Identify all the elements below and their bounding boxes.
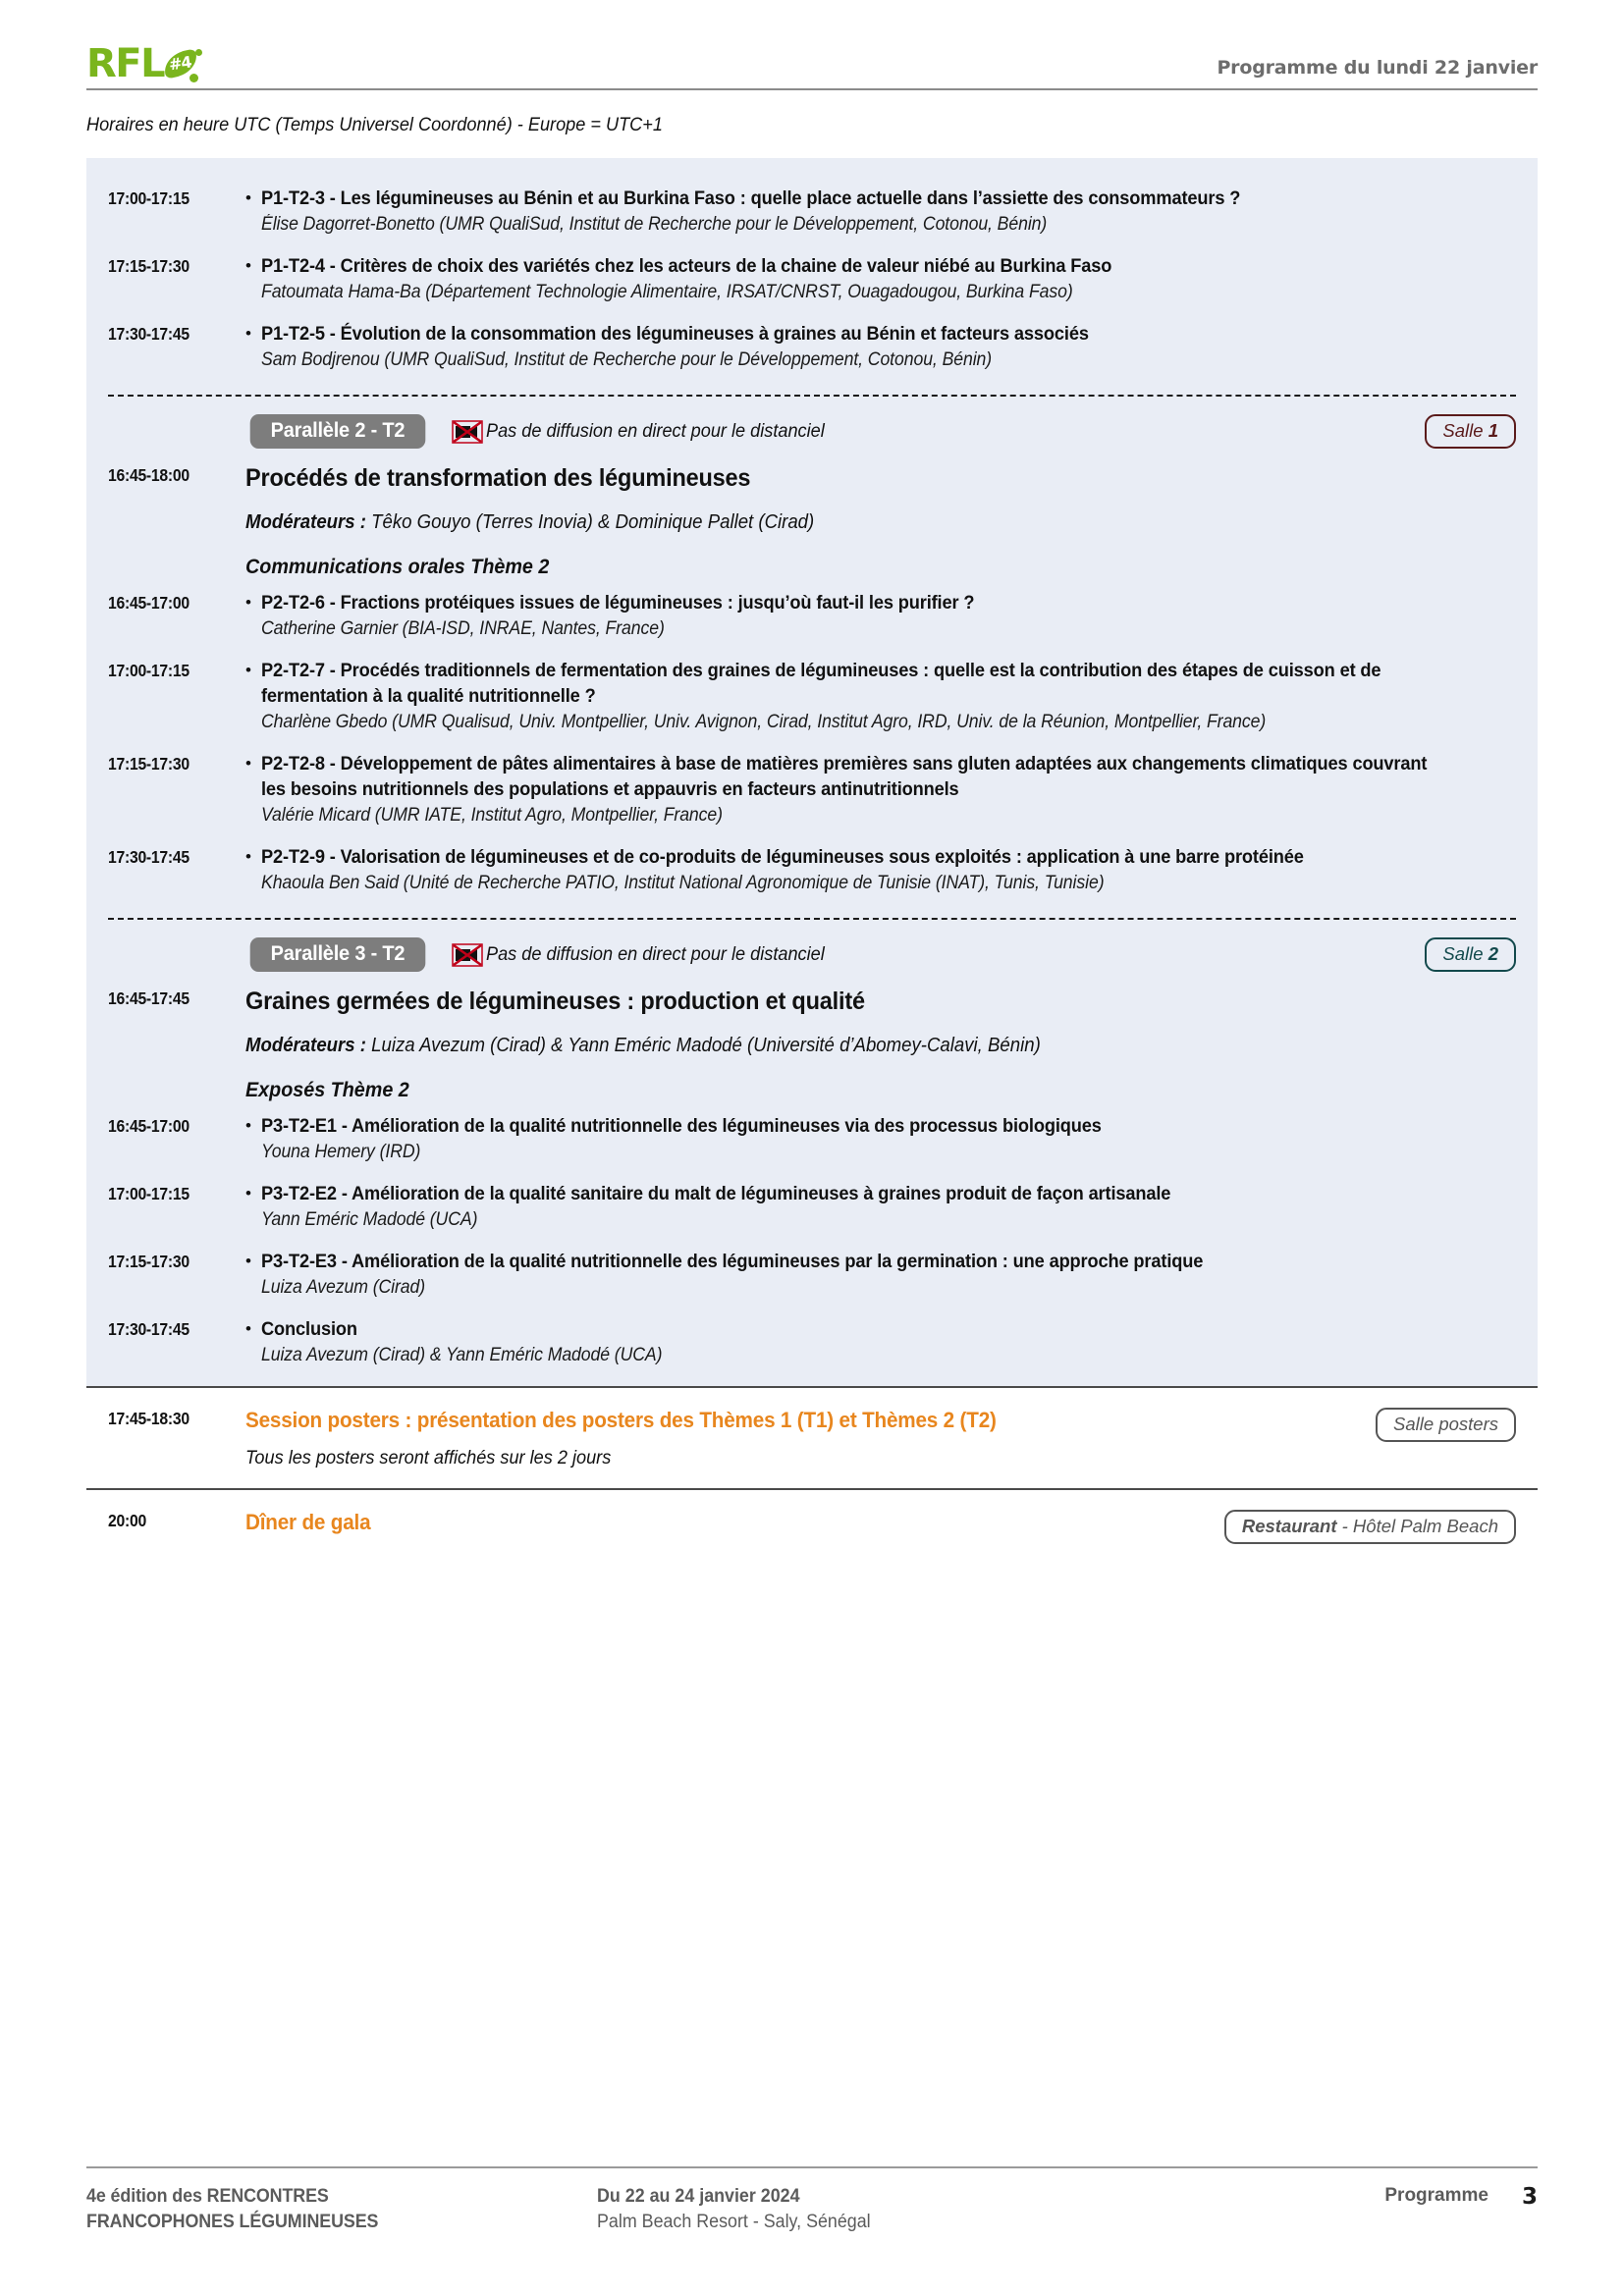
session-moderators bbox=[245, 1031, 1427, 1060]
talk-title: P2-T2-8 - Développement de pâtes alimentaires à base de matières premières sans gluten adaptées aux changements climatiques couvrant les besoins nutritionnels des populations et appauvris en facteurs antinutritionnels bbox=[261, 753, 1428, 800]
bullet-icon: • bbox=[245, 1184, 251, 1202]
talk-item bbox=[245, 751, 1516, 828]
talk-time: 16:45-17:00 bbox=[108, 1116, 189, 1136]
talk-time: 17:30-17:45 bbox=[108, 847, 189, 867]
poster-session-time: 17:45-18:30 bbox=[108, 1409, 189, 1428]
talk-item bbox=[245, 844, 1516, 896]
no-livestream-text: Pas de diffusion en direct pour le distanciel bbox=[485, 420, 825, 442]
gala-dinner-time: 20:00 bbox=[108, 1511, 146, 1530]
no-video-camera-icon bbox=[452, 420, 483, 444]
talk-authors: Youna Hemery (IRD) bbox=[261, 1142, 421, 1162]
leaf-icon bbox=[164, 47, 203, 82]
talk-row bbox=[86, 1113, 1538, 1167]
bullet-icon: • bbox=[245, 1252, 251, 1270]
session-time: 16:45-18:00 bbox=[108, 465, 189, 485]
talk-row bbox=[86, 1249, 1538, 1303]
talk-authors: Luiza Avezum (Cirad) bbox=[261, 1277, 426, 1298]
session-moderators bbox=[245, 507, 1427, 537]
footer-dates: Du 22 au 24 janvier 2024 bbox=[597, 2186, 800, 2207]
talk-authors: Valérie Micard (UMR IATE, Institut Agro, Montpellier, France) bbox=[261, 805, 723, 826]
talk-row bbox=[86, 658, 1538, 737]
session-title-row bbox=[86, 986, 1538, 1113]
session-block-parallele3 bbox=[86, 937, 1538, 1370]
talk-row bbox=[86, 751, 1538, 830]
gala-dinner-block bbox=[86, 1490, 1538, 1560]
talk-authors: Luiza Avezum (Cirad) & Yann Eméric Madodé (UCA) bbox=[261, 1345, 663, 1365]
session-time: 16:45-17:45 bbox=[108, 988, 189, 1008]
moderators-label: Modérateurs : bbox=[245, 1035, 372, 1056]
room-badge-salle1 bbox=[1425, 414, 1516, 449]
talk-title: P3-T2-E2 - Amélioration de la qualité sanitaire du malt de légumineuses à graines produit de façon artisanale bbox=[261, 1183, 1171, 1204]
rfl-logo bbox=[86, 41, 203, 86]
moderators-label: Modérateurs : bbox=[245, 511, 372, 533]
session-block-parallele2 bbox=[86, 414, 1538, 898]
poster-session-row bbox=[86, 1406, 1538, 1472]
talk-title: P2-T2-9 - Valorisation de légumineuses et de co-produits de légumineuses sous exploités : application à une barre protéinée bbox=[261, 846, 1304, 868]
page-footer bbox=[86, 2166, 1538, 2235]
room-badge-prefix: Salle bbox=[1442, 943, 1489, 964]
parallel-header-bar bbox=[86, 414, 1538, 449]
talk-item bbox=[245, 253, 1516, 305]
moderators-value: Têko Gouyo (Terres Inovia) & Dominique Pallet (Cirad) bbox=[371, 511, 815, 533]
talk-item bbox=[245, 1249, 1516, 1301]
talk-item bbox=[245, 321, 1516, 373]
talk-time: 17:30-17:45 bbox=[108, 1319, 189, 1339]
talk-time: 17:00-17:15 bbox=[108, 188, 189, 208]
footer-event-details bbox=[597, 2184, 1337, 2235]
logo-wordmark: RFL bbox=[86, 41, 165, 86]
page-header bbox=[86, 0, 1538, 90]
no-livestream-notice bbox=[452, 943, 1426, 967]
venue-badge-restaurant bbox=[1224, 1510, 1516, 1544]
talk-item bbox=[245, 1316, 1516, 1368]
footer-venue: Palm Beach Resort - Saly, Sénégal bbox=[597, 2212, 871, 2232]
talk-row bbox=[86, 590, 1538, 644]
session-block-parallele1-continued bbox=[86, 186, 1538, 375]
talk-item bbox=[245, 1181, 1516, 1233]
bullet-icon: • bbox=[245, 324, 251, 343]
page-number: 3 bbox=[1521, 2184, 1538, 2210]
talk-title: P2-T2-7 - Procédés traditionnels de fermentation des graines de légumineuses : quelle est la contribution des étapes de cuisson et de fermentation à la qualité nutritionnelle ? bbox=[261, 660, 1381, 707]
venue-badge-value: - Hôtel Palm Beach bbox=[1336, 1516, 1498, 1536]
talk-title: P3-T2-E3 - Amélioration de la qualité nutritionnelle des légumineuses par la germination : une approche pratique bbox=[261, 1251, 1204, 1272]
talk-time: 17:15-17:30 bbox=[108, 754, 189, 774]
parallel-header-bar bbox=[86, 937, 1538, 972]
talk-row bbox=[86, 1316, 1538, 1370]
room-badge-number: 2 bbox=[1488, 943, 1498, 964]
talk-authors: Catherine Garnier (BIA-ISD, INRAE, Nantes, France) bbox=[261, 618, 665, 639]
talk-authors: Élise Dagorret-Bonetto (UMR QualiSud, Institut de Recherche pour le Développement, Cotonou, Bénin) bbox=[261, 214, 1048, 235]
bullet-icon: • bbox=[245, 256, 251, 275]
talk-authors: Fatoumata Hama-Ba (Département Technologie Alimentaire, IRSAT/CNRST, Ouagadougou, Burkina Faso) bbox=[261, 282, 1073, 302]
footer-section-label: Programme bbox=[1384, 2185, 1489, 2206]
venue-badge-label: Restaurant bbox=[1241, 1516, 1337, 1536]
session-title: Graines germées de légumineuses : production et qualité bbox=[245, 988, 865, 1015]
section-divider bbox=[108, 395, 1516, 397]
program-shaded-block bbox=[86, 158, 1538, 1386]
talk-row bbox=[86, 253, 1538, 307]
bullet-icon: • bbox=[245, 593, 251, 612]
footer-event-line2: FRANCOPHONES LÉGUMINEUSES bbox=[86, 2212, 379, 2232]
talk-item bbox=[245, 186, 1516, 238]
talk-item bbox=[245, 658, 1516, 735]
bullet-icon: • bbox=[245, 1116, 251, 1135]
leaf-dot-small-icon bbox=[195, 49, 202, 56]
gala-dinner-title: Dîner de gala bbox=[245, 1510, 371, 1534]
talk-row bbox=[86, 186, 1538, 240]
session-title: Procédés de transformation des légumineuses bbox=[245, 464, 751, 492]
poster-session-subtitle: Tous les posters seront affichés sur les 2 jours bbox=[245, 1447, 612, 1468]
room-badge-salle-posters: Salle posters bbox=[1376, 1408, 1516, 1442]
talk-time: 17:00-17:15 bbox=[108, 661, 189, 680]
talk-title: P1-T2-4 - Critères de choix des variétés chez les acteurs de la chaine de valeur niébé au Burkina Faso bbox=[261, 255, 1112, 277]
talk-title: P1-T2-5 - Évolution de la consommation des légumineuses à graines au Bénin et facteurs associés bbox=[261, 323, 1089, 345]
room-badge-salle2 bbox=[1425, 937, 1516, 972]
parallel-badge: Parallèle 3 - T2 bbox=[250, 937, 425, 972]
no-livestream-notice bbox=[452, 420, 1426, 444]
timezone-note: Horaires en heure UTC (Temps Universel Coordonné) - Europe = UTC+1 bbox=[86, 114, 663, 135]
talk-row bbox=[86, 1181, 1538, 1235]
talk-authors: Khaoula Ben Said (Unité de Recherche PATIO, Institut National Agronomique de Tunisie (INAT), Tunis, Tunisie) bbox=[261, 873, 1105, 893]
section-divider bbox=[108, 918, 1516, 920]
talk-time: 17:15-17:30 bbox=[108, 1252, 189, 1271]
session-subheading: Exposés Thème 2 bbox=[245, 1079, 409, 1101]
talk-time: 17:00-17:15 bbox=[108, 1184, 189, 1203]
talk-authors: Charlène Gbedo (UMR Qualisud, Univ. Montpellier, Univ. Avignon, Cirad, Institut Agro, IRD, Univ. de la Réunion, Montpellier, France) bbox=[261, 712, 1267, 732]
footer-event-name bbox=[86, 2184, 567, 2235]
gala-dinner-row bbox=[86, 1508, 1538, 1544]
bullet-icon: • bbox=[245, 1319, 251, 1338]
footer-divider bbox=[86, 2166, 1538, 2168]
moderators-value: Luiza Avezum (Cirad) & Yann Eméric Madodé (Université d’Abomey-Calavi, Bénin) bbox=[371, 1035, 1041, 1056]
no-livestream-text: Pas de diffusion en direct pour le distanciel bbox=[485, 943, 825, 965]
talk-authors: Sam Bodjrenou (UMR QualiSud, Institut de Recherche pour le Développement, Cotonou, Bénin) bbox=[261, 349, 993, 370]
session-subheading: Communications orales Thème 2 bbox=[245, 556, 550, 578]
talk-title: P2-T2-6 - Fractions protéiques issues de légumineuses : jusqu’où faut-il les purifier ? bbox=[261, 592, 975, 614]
talk-item bbox=[245, 590, 1516, 642]
talk-title: Conclusion bbox=[261, 1318, 357, 1340]
poster-session-title: Session posters : présentation des posters des Thèmes 1 (T1) et Thèmes 2 (T2) bbox=[245, 1408, 997, 1432]
talk-time: 17:30-17:45 bbox=[108, 324, 189, 344]
bullet-icon: • bbox=[245, 188, 251, 207]
bullet-icon: • bbox=[245, 754, 251, 773]
talk-row bbox=[86, 844, 1538, 898]
room-badge-prefix: Salle bbox=[1442, 420, 1489, 441]
no-video-camera-icon bbox=[452, 943, 483, 967]
logo-edition-number: #4 bbox=[167, 52, 192, 75]
talk-row bbox=[86, 321, 1538, 375]
talk-time: 16:45-17:00 bbox=[108, 593, 189, 613]
leaf-dot-large-icon bbox=[189, 74, 198, 82]
talk-authors: Yann Eméric Madodé (UCA) bbox=[261, 1209, 478, 1230]
poster-session-block bbox=[86, 1388, 1538, 1488]
page-title: Programme du lundi 22 janvier bbox=[1217, 57, 1538, 79]
footer-event-line1: 4e édition des RENCONTRES bbox=[86, 2186, 329, 2207]
talk-item bbox=[245, 1113, 1516, 1165]
session-title-row bbox=[86, 462, 1538, 590]
bullet-icon: • bbox=[245, 847, 251, 866]
room-badge-number: 1 bbox=[1488, 420, 1498, 441]
talk-title: P3-T2-E1 - Amélioration de la qualité nutritionnelle des légumineuses via des processus biologiques bbox=[261, 1115, 1102, 1137]
bullet-icon: • bbox=[245, 661, 251, 679]
parallel-badge: Parallèle 2 - T2 bbox=[250, 414, 425, 449]
talk-title: P1-T2-3 - Les légumineuses au Bénin et au Burkina Faso : quelle place actuelle dans l’assiette des consommateurs ? bbox=[261, 187, 1241, 209]
talk-time: 17:15-17:30 bbox=[108, 256, 189, 276]
